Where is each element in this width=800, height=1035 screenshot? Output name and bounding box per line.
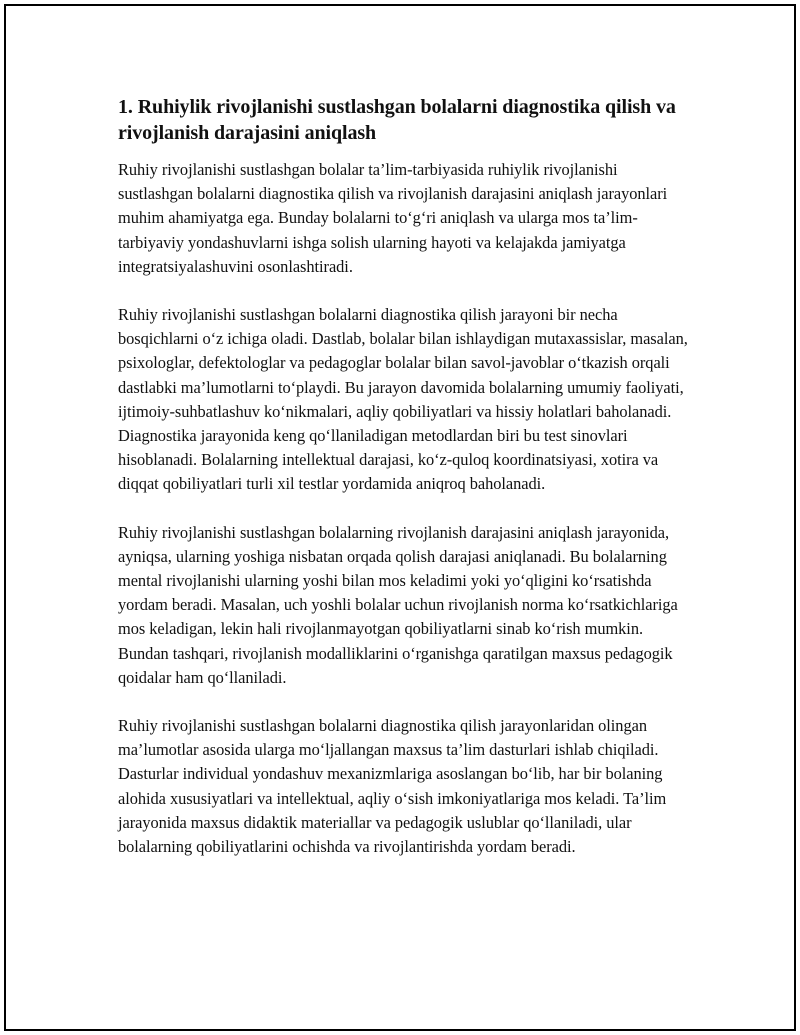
paragraph-4: Ruhiy rivojlanishi sustlashgan bolalarni diagnostika qilish jarayonlaridan olingan ma’lumotlar asosida ularga mo‘ljallangan maxsus ta’lim dasturlari ishlab chiqiladi. Dasturlar individual yondashuv mexanizmlariga asoslangan bo‘lib, har bir bolaning alohida xususiyatlari va intellektual, aqliy o‘sish imkoniyatlariga mos keladi. Ta’lim jarayonida maxsus didaktik materiallar va pedagogik uslublar qo‘llaniladi, ular bolalarning qobiliyatlarini ochishda va rivojlantirishda yordam beradi. [118,716,667,857]
paragraph-2: Ruhiy rivojlanishi sustlashgan bolalarni diagnostika qilish jarayoni bir necha bosqichlarni o‘z ichiga oladi. Dastlab, bolalar bilan ishlaydigan mutaxassislar, masalan, psixologlar, defektologlar va pedagoglar bolalar bilan savol-javoblar o‘tkazish orqali dastlabki ma’lumotlarni to‘playdi. Bu jarayon davomida bolalarning umumiy faoliyati, ijtimoiy-suhbatlashuv ko‘nikmalari, aqliy qobiliyatlari va hissiy holatlari baholanadi. Diagnostika jarayonida keng qo‘llaniladigan metodlardan biri bu test sinovlari hisoblanadi. Bolalarning intellektual darajasi, ko‘z-quloq koordinatsiyasi, xotira va diqqat qobiliyatlari turli xil testlar yordamida aniqroq baholanadi. [118,305,688,494]
paragraph-3: Ruhiy rivojlanishi sustlashgan bolalarning rivojlanish darajasini aniqlash jarayonida, ayniqsa, ularning yoshiga nisbatan orqada qolish darajasi aniqlanadi. Bu bolalarning mental rivojlanishi ularning yoshi bilan mos keladimi yoki yo‘qligini ko‘rsatishda yordam beradi. Masalan, uch yoshli bolalar uchun rivojlanish norma ko‘rsatkichlariga mos keladigan, lekin hali rivojlanmayotgan qobiliyatlarni sinab ko‘rish mumkin. Bundan tashqari, rivojlanish modalliklarini o‘rganishga qaratilgan maxsus pedagogik qoidalar ham qo‘llaniladi. [118,522,678,687]
section-heading: 1. Ruhiylik rivojlanishi sustlashgan bolalarni diagnostika qilish va rivojlanish darajasini aniqlash [118,96,676,144]
document-body [118,94,692,883]
paragraph-1: Ruhiy rivojlanishi sustlashgan bolalar ta’lim-tarbiyasida ruhiylik rivojlanishi sustlashgan bolalarni diagnostika qilish va rivojlanish darajasini aniqlash jarayonlari muhim ahamiyatga ega. Bunday bolalarni to‘g‘ri aniqlash va ularga mos ta’lim-tarbiyaviy yondashuvlarni ishga solish ularning hayoti va kelajakda jamiyatga integratsiyalashuvini osonlashtiradi. [118,160,668,276]
